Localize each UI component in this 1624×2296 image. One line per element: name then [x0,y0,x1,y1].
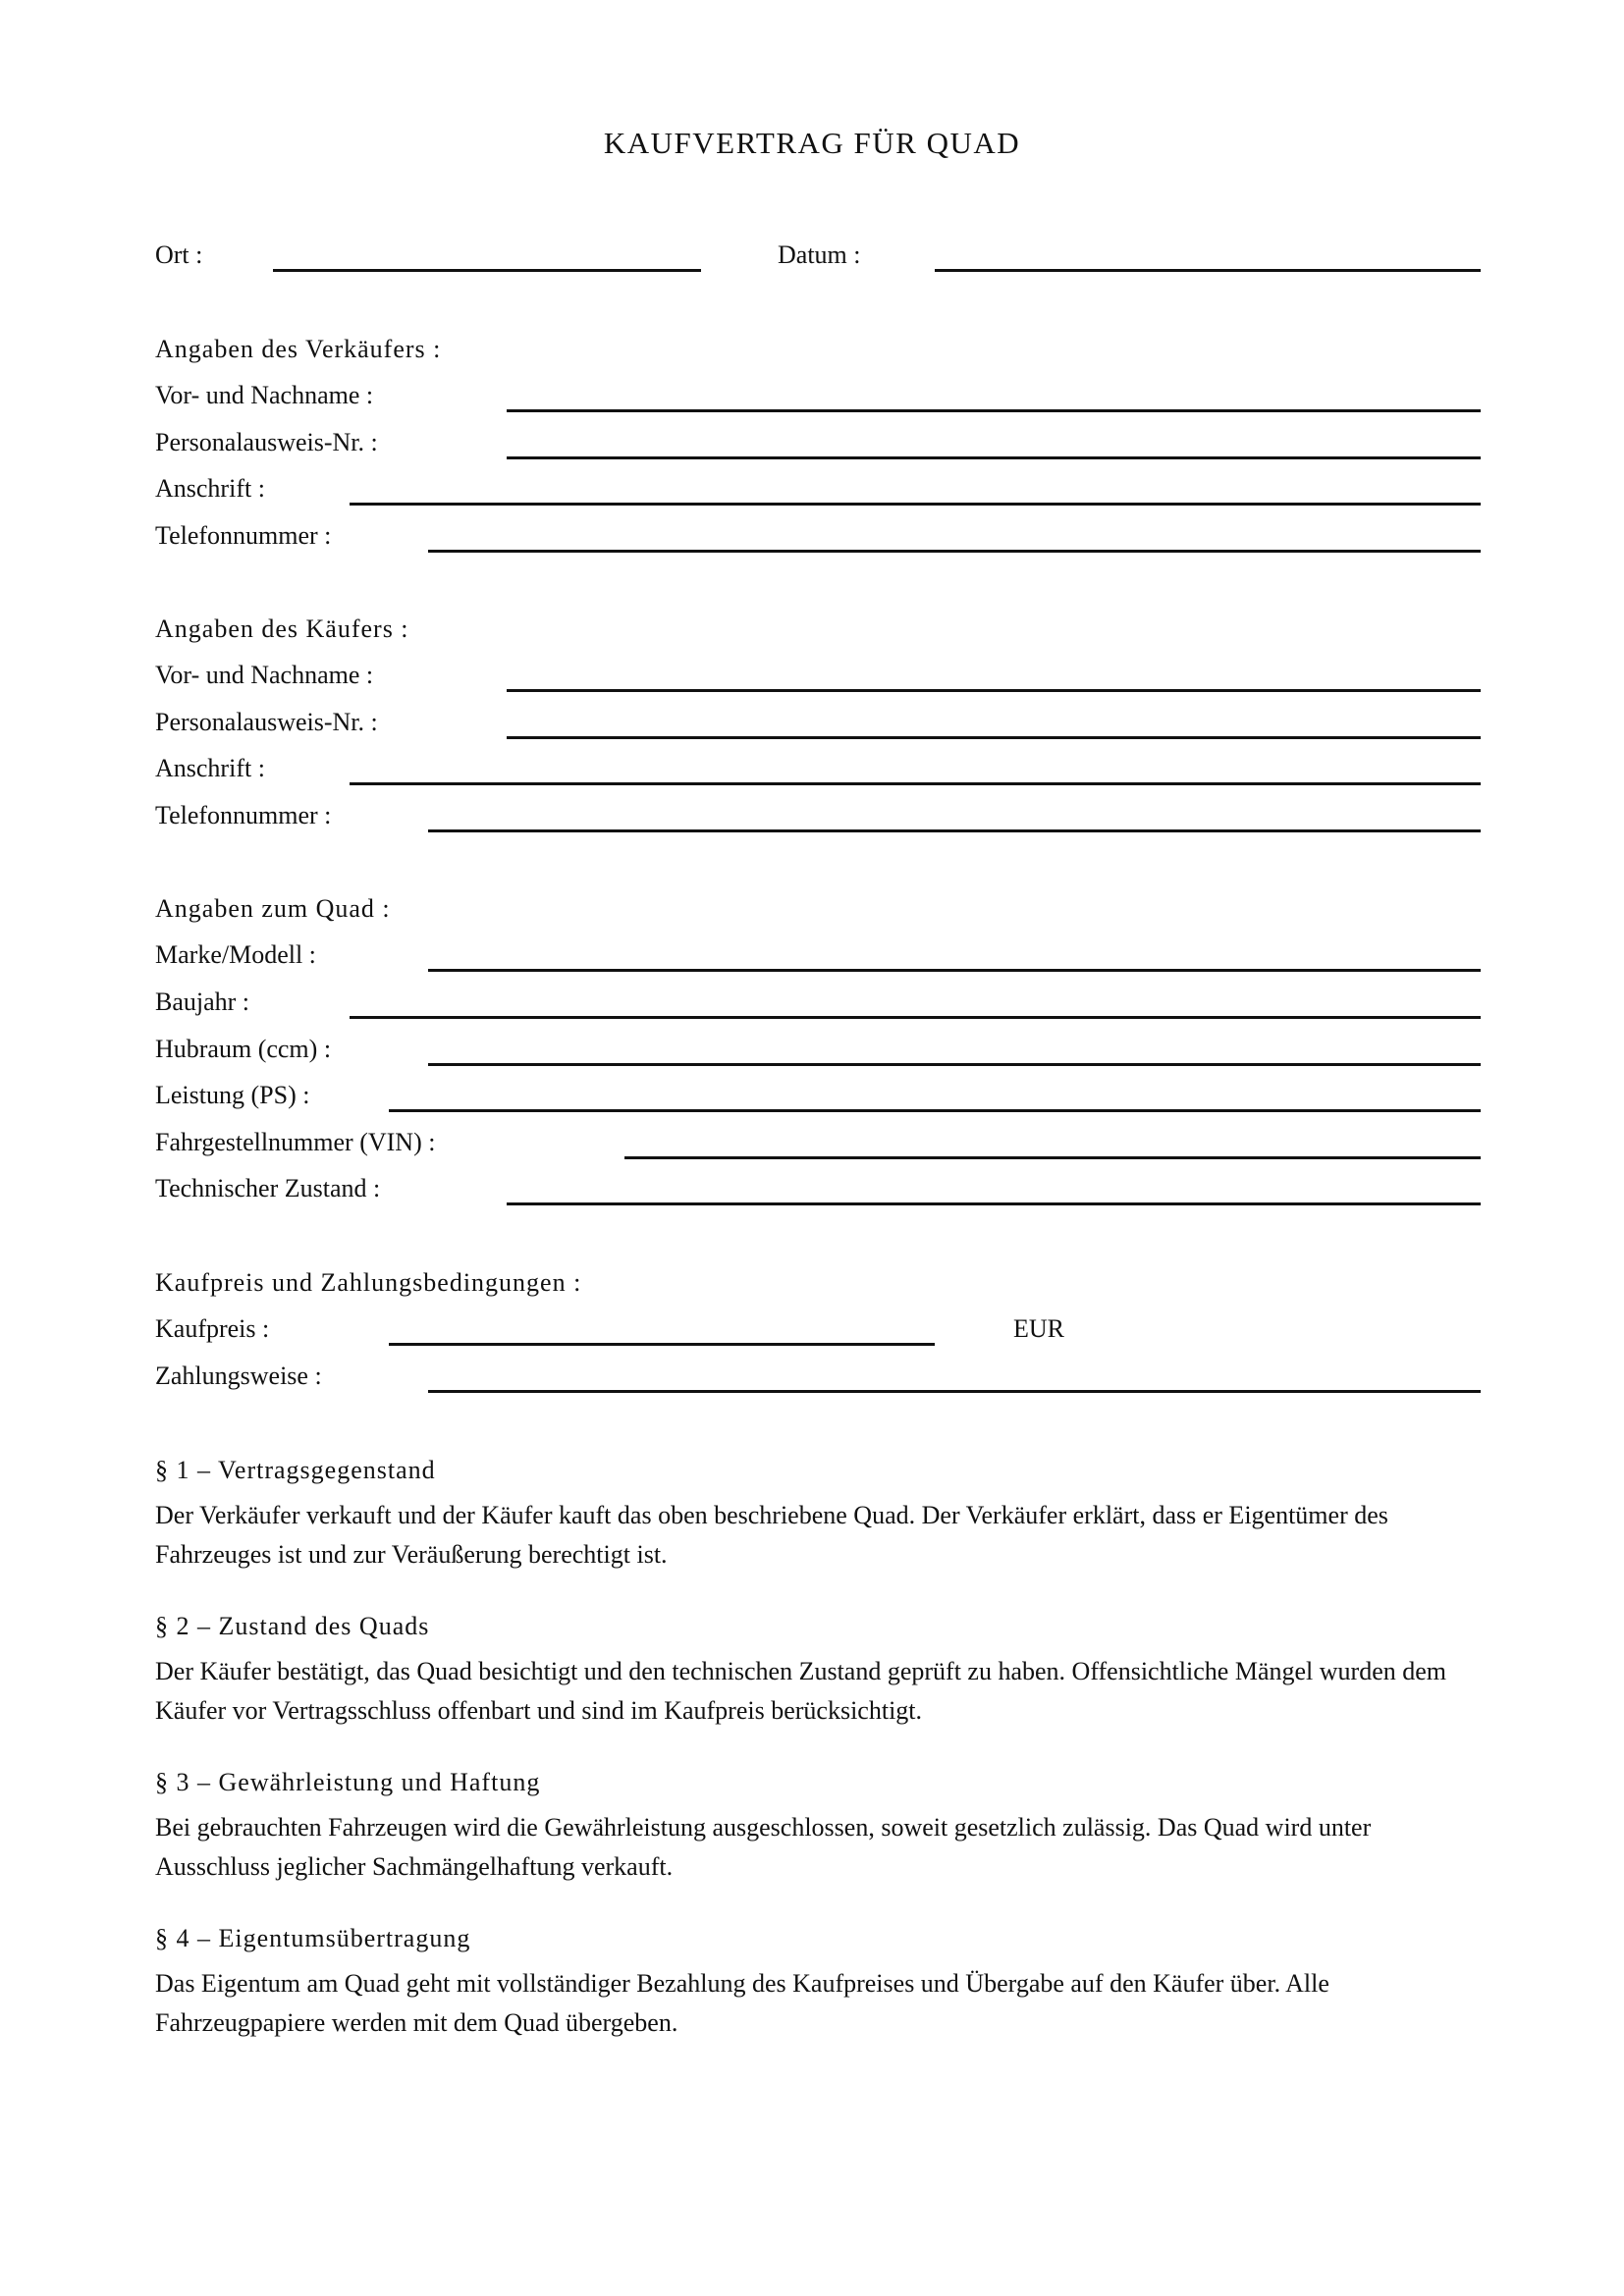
section-3-heading: § 3 – Gewährleistung und Haftung [155,1768,541,1796]
payment-method-label: Zahlungsweise : [155,1362,322,1390]
buyer-name-label: Vor- und Nachname : [155,661,374,689]
datum-field[interactable] [935,269,1481,272]
quad-condition-field[interactable] [507,1202,1481,1205]
buyer-address-label: Anschrift : [155,754,265,782]
section-3-text: Bei gebrauchten Fahrzeugen wird die Gewährleistung ausgeschlossen, soweit gesetzlich zulässig. Das Quad wird unter Ausschluss jeglicher Sachmängelhaftung verkauft. [155,1813,1372,1881]
seller-name-label: Vor- und Nachname : [155,381,374,409]
quad-power-label: Leistung (PS) : [155,1081,310,1109]
price-field[interactable] [389,1343,935,1346]
quad-year-field[interactable] [350,1016,1481,1019]
quad-vin-field[interactable] [624,1156,1481,1159]
buyer-id-label: Personalausweis-Nr. : [155,708,378,736]
buyer-id-field[interactable] [507,736,1481,739]
seller-address-field[interactable] [350,503,1481,506]
buyer-name-field[interactable] [507,689,1481,692]
quad-model-field[interactable] [428,969,1481,972]
section-2-heading: § 2 – Zustand des Quads [155,1612,430,1640]
buyer-phone-field[interactable] [428,829,1481,832]
seller-name-field[interactable] [507,409,1481,412]
datum-label: Datum : [778,240,861,269]
seller-phone-field[interactable] [428,550,1481,553]
payment-method-field[interactable] [428,1390,1481,1393]
quad-displacement-label: Hubraum (ccm) : [155,1035,332,1063]
section-1-text: Der Verkäufer verkauft und der Käufer kauft das oben beschriebene Quad. Der Verkäufer erklärt, dass er Eigentümer des Fahrzeuges ist und zur Veräußerung berechtigt ist. [155,1501,1388,1569]
buyer-heading: Angaben des Käufers : [155,614,409,643]
seller-heading: Angaben des Verkäufers : [155,335,442,363]
seller-id-label: Personalausweis-Nr. : [155,428,378,456]
quad-vin-label: Fahrgestellnummer (VIN) : [155,1128,436,1156]
payment-heading: Kaufpreis und Zahlungsbedingungen : [155,1268,582,1297]
quad-condition-label: Technischer Zustand : [155,1174,381,1202]
quad-displacement-field[interactable] [428,1063,1481,1066]
section-2-text: Der Käufer bestätigt, das Quad besichtigt und den technischen Zustand geprüft zu haben. Offensichtliche Mängel wurden dem Käufer vor Vertragsschluss offenbart und sind im Kaufpreis berücksichtigt. [155,1657,1446,1725]
seller-phone-label: Telefonnummer : [155,521,332,550]
seller-address-label: Anschrift : [155,474,265,503]
buyer-phone-label: Telefonnummer : [155,801,332,829]
quad-power-field[interactable] [389,1109,1481,1112]
document-title: KAUFVERTRAG FÜR QUAD [603,126,1021,160]
ort-label: Ort : [155,240,203,269]
seller-id-field[interactable] [507,456,1481,459]
section-4-heading: § 4 – Eigentumsübertragung [155,1924,471,1952]
buyer-address-field[interactable] [350,782,1481,785]
quad-year-label: Baujahr : [155,988,250,1016]
currency-label: EUR [1013,1314,1064,1343]
section-1-heading: § 1 – Vertragsgegenstand [155,1456,436,1484]
quad-heading: Angaben zum Quad : [155,894,391,923]
section-4-text: Das Eigentum am Quad geht mit vollständiger Bezahlung des Kaufpreises und Übergabe auf den Käufer über. Alle Fahrzeugpapiere werden mit dem Quad übergeben. [155,1969,1329,2037]
price-label: Kaufpreis : [155,1314,270,1343]
quad-model-label: Marke/Modell : [155,940,316,969]
ort-field[interactable] [273,269,701,272]
